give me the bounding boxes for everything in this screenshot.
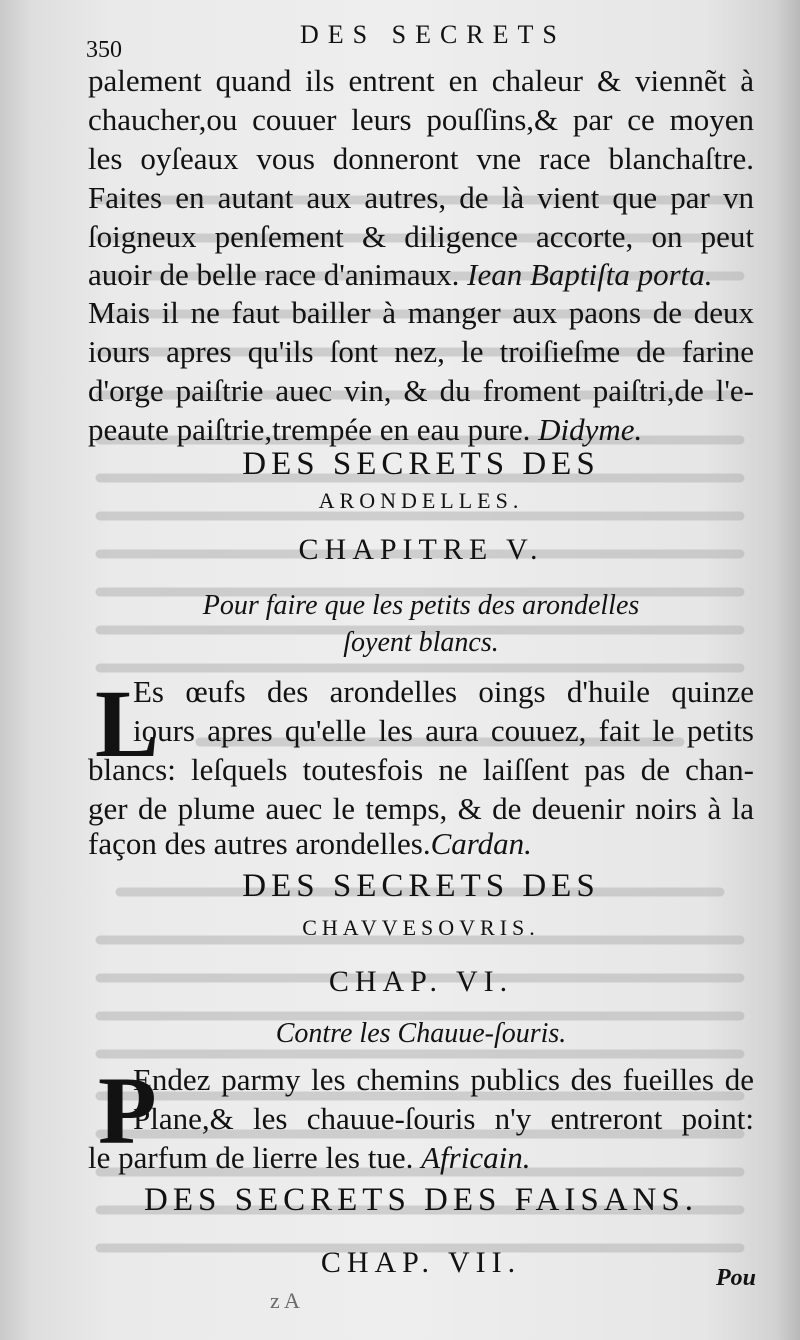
source-citation: Cardan. — [430, 826, 532, 861]
source-citation: Iean Baptiſta porta. — [467, 257, 713, 292]
chapter-title-v: CHAPITRE V. — [298, 533, 544, 566]
text-line: Es œufs des arondelles oings d'huile quinze — [133, 674, 754, 709]
section-heading-faisans: DES SECRETS DES FAISANS. — [144, 1182, 698, 1218]
section-subheading-chauvesouris: CHAVVESOVRIS. — [302, 915, 540, 940]
text-line-with-source — [88, 1142, 754, 1173]
text-line: chaucher,ou couuer leurs pouſſins,& par ce moyen — [88, 102, 754, 137]
running-head: DES SECRETS — [300, 20, 566, 49]
section-heading-chauvesouris: DES SECRETS DES — [242, 868, 600, 904]
text-line-with-source — [88, 414, 754, 445]
text-fragment: le parfum de lierre les tue. — [88, 1140, 414, 1175]
text-line: iours apres qu'ils ſont nez, le troiſieſme de farine — [88, 334, 754, 369]
drop-cap-l: L — [95, 670, 160, 777]
text-line: palement quand ils entrent en chaleur & viennẽt à — [88, 63, 754, 98]
text-fragment: façon des autres arondelles. — [88, 826, 431, 861]
chapter-title-vi: CHAP. VI. — [328, 965, 514, 998]
section-heading-arondelles: DES SECRETS DES — [242, 446, 600, 482]
drop-cap-p: P — [98, 1057, 157, 1164]
text-line: les oyſeaux vous donneront vne race blanchaſtre. — [88, 141, 754, 176]
catchword: Pou — [716, 1265, 757, 1291]
chapter-caption: ſoyent blancs. — [343, 627, 499, 658]
text-line: d'orge paiſtrie auec vin, & du froment paiſtri,de l'e- — [88, 373, 754, 408]
source-citation: Didyme. — [538, 412, 643, 447]
chapter-caption: Contre les Chauue-ſouris. — [275, 1018, 567, 1049]
text-fragment: peaute paiſtrie,trempée en eau pure. — [88, 412, 531, 447]
source-citation: Africain. — [421, 1140, 531, 1175]
text-line: Mais il ne faut bailler à manger aux paons de deux — [88, 295, 754, 330]
text-line: ſoigneux penſement & diligence accorte, on peut — [88, 219, 754, 254]
section-subheading-arondelles: ARONDELLES. — [318, 488, 524, 513]
page-number: 350 — [86, 37, 122, 63]
text-line: blancs: leſquels toutesfois ne laiſſent pas de chan- — [88, 752, 754, 787]
text-line: Faites en autant aux autres, de là vient que par vn — [88, 180, 754, 215]
text-line-with-source — [88, 259, 754, 290]
text-fragment: auoir de belle race d'animaux. — [88, 257, 460, 292]
text-line: Plane,& les chauue-ſouris n'y entreront point: — [133, 1101, 754, 1136]
signature-mark: z A — [270, 1288, 300, 1313]
chapter-caption: Pour faire que les petits des arondelles — [202, 590, 640, 621]
text-line: ger de plume auec le temps, & de deuenir noirs à la — [88, 791, 754, 826]
text-line: Endez parmy les chemins publics des fueilles de — [133, 1062, 754, 1097]
text-line: iours apres qu'elle les aura couuez, fait le petits — [133, 713, 754, 748]
text-line-with-source — [88, 828, 754, 859]
chapter-title-vii: CHAP. VII. — [320, 1246, 522, 1279]
